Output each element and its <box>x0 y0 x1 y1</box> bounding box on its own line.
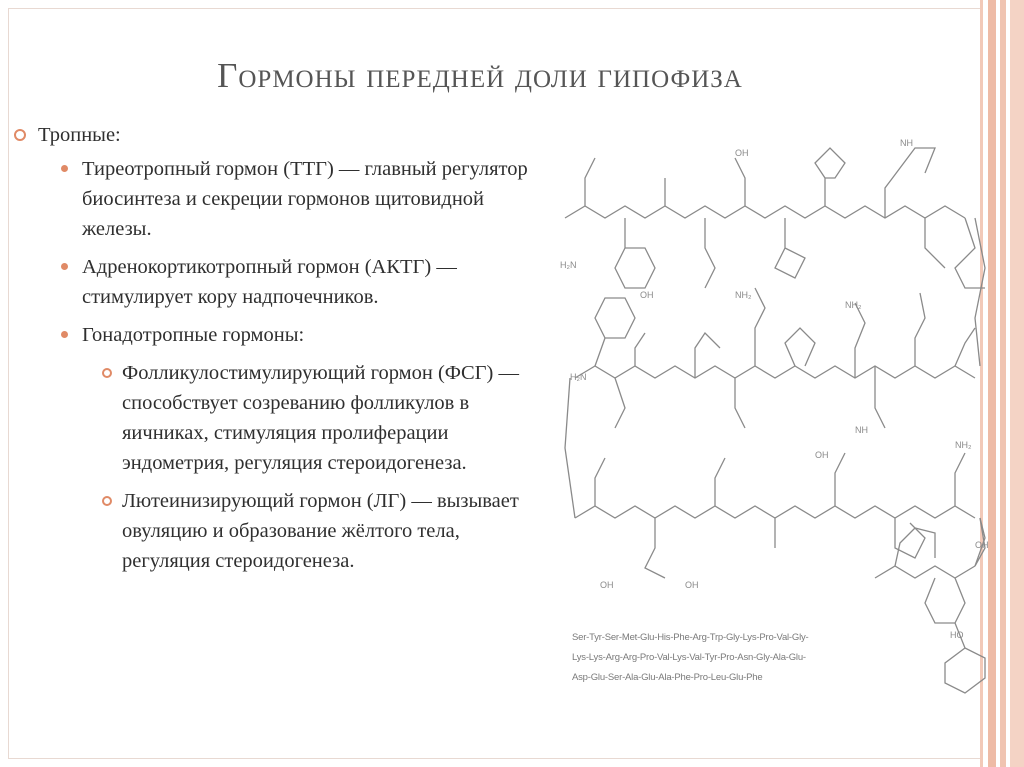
bullet-item-fsg <box>12 358 552 478</box>
bullet-text: Адренокортикотропный гормон (АКТГ) — стимулирует кору надпочечников. <box>82 256 457 308</box>
stripe <box>1010 0 1024 767</box>
svg-text:H₂N: H₂N <box>560 260 577 270</box>
svg-text:NH₂: NH₂ <box>955 440 972 450</box>
ring-bullet-icon <box>14 129 26 141</box>
svg-text:OH: OH <box>975 540 989 550</box>
sequence-line: Ser-Tyr-Ser-Met-Glu-His-Phe-Arg-Trp-Gly-Lys-Pro-Val-Gly- <box>572 632 809 643</box>
svg-text:OH: OH <box>685 580 699 590</box>
dot-bullet-icon <box>61 165 68 172</box>
bullet-item-tropnye <box>12 120 552 150</box>
bullet-text: Тиреотропный гормон (ТТГ) — главный регулятор биосинтеза и секреции гормонов щитовидной железы. <box>82 158 528 240</box>
dot-bullet-icon <box>61 331 68 338</box>
svg-text:OH: OH <box>640 290 654 300</box>
bullet-item-gonado <box>12 320 552 350</box>
bullet-text: Фолликулостимулирующий гормон (ФСГ) — способствует созреванию фолликулов в яичниках, стимуляция пролиферации эндометрия, регуляция стероидогенеза. <box>122 362 519 474</box>
amino-acid-sequence <box>572 628 912 688</box>
ring-bullet-icon <box>102 368 112 378</box>
bullet-item-lg <box>12 486 552 576</box>
slide-title: Гормоны передней доли гипофиза <box>217 56 743 95</box>
bullet-list <box>12 120 552 584</box>
bullet-item-aktg <box>12 252 552 312</box>
svg-text:NH: NH <box>900 138 913 148</box>
ring-bullet-icon <box>102 496 112 506</box>
bullet-text: Лютеинизирующий гормон (ЛГ) — вызывает овуляцию и образование жёлтого тела, регуляция стероидогенеза. <box>122 490 519 572</box>
svg-text:NH₂: NH₂ <box>735 290 752 300</box>
dot-bullet-icon <box>61 263 68 270</box>
svg-text:OH: OH <box>815 450 829 460</box>
bullet-text: Гонадотропные гормоны: <box>82 324 305 346</box>
svg-text:NH₂: NH₂ <box>845 300 862 310</box>
sequence-line: Lys-Lys-Arg-Arg-Pro-Val-Lys-Val-Tyr-Pro-Asn-Gly-Ala-Glu- <box>572 652 806 663</box>
svg-text:OH: OH <box>735 148 749 158</box>
svg-text:OH: OH <box>600 580 614 590</box>
bullet-text: Тропные: <box>38 124 121 146</box>
svg-text:HO: HO <box>950 630 964 640</box>
sequence-line: Asp-Glu-Ser-Ala-Glu-Ala-Phe-Pro-Leu-Glu-Phe <box>572 672 763 683</box>
svg-text:NH: NH <box>855 425 868 435</box>
svg-text:H₂N: H₂N <box>570 372 587 382</box>
bullet-item-ttg <box>12 154 552 244</box>
